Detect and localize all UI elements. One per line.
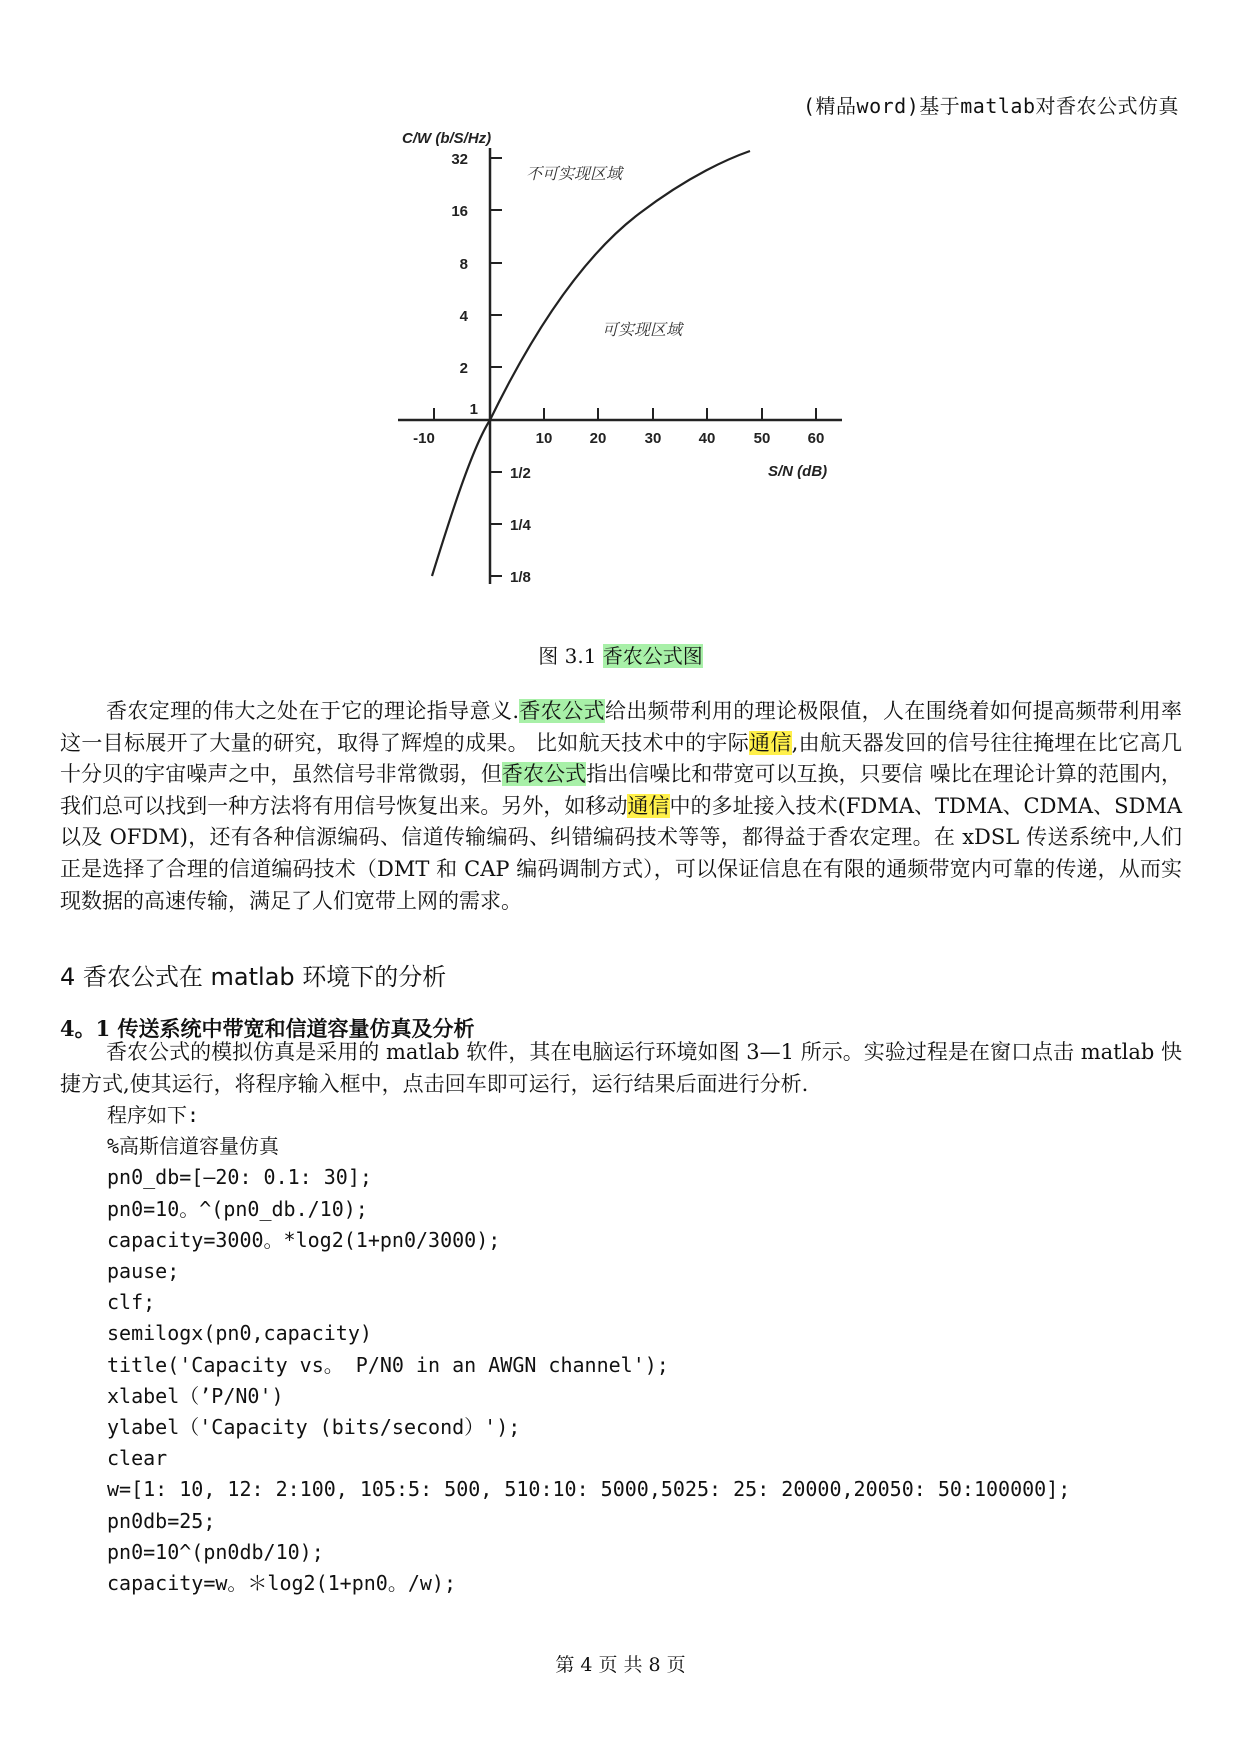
y-tick-16: 16 [451, 203, 468, 220]
capacity-curve [432, 151, 750, 576]
para1-highlight-4: 通信 [627, 793, 670, 818]
region-achievable: 可实现区域 [602, 320, 683, 339]
para1-text-3: ,由航天器发回的信号往往掩埋在比它高几十分贝的宇宙噪声之中，虽然信号非常微弱，但 [60, 730, 1182, 787]
para1-text-2: 给出频带利用的理论极限值，人在围绕着如何提高频带利用率这一目标展开了大量的研究，取得了辉煌的成果。 比如航天技术中的宇际 [60, 699, 1182, 755]
y-tick-4: 4 [459, 308, 468, 325]
x-tick-10: 10 [535, 430, 553, 447]
y-tick-32: 32 [451, 151, 468, 168]
code-line: w=[1: 10, 12: 2:100, 105:5: 500, 510:10: 5000,5025: 25: 20000,20050: 50:100000]; [107, 1477, 1071, 1502]
x-tick-60: 60 [807, 430, 825, 447]
body-paragraph-1 [60, 696, 1182, 917]
region-unachievable: 不可实现区域 [526, 164, 623, 183]
code-line: 程序如下: [107, 1103, 200, 1127]
page-header: (精品word)基于matlab对香农公式仿真 [803, 94, 1179, 118]
x-axis-label: S/N (dB) [768, 463, 828, 480]
y-tick-2: 2 [459, 360, 468, 377]
code-block [107, 1100, 1070, 1599]
code-line: pause; [107, 1259, 180, 1284]
x-tick-40: 40 [698, 430, 716, 447]
para1-highlight-2: 通信 [749, 730, 792, 755]
para1-text-4: 指出信噪比和带宽可以互换，只要信 噪比在理论计算的范围内，我们总可以找到一种方法将有用信号恢复出来。另外，如移动 [60, 762, 1183, 818]
code-line: semilogx(pn0,capacity) [107, 1321, 372, 1346]
code-line: %高斯信道容量仿真 [107, 1134, 280, 1159]
shannon-figure [380, 118, 860, 598]
code-line: pn0=10^(pn0db/10); [107, 1539, 324, 1564]
x-tick-20: 20 [589, 430, 607, 447]
code-line: capacity=3000。*log2(1+pn0/3000); [107, 1227, 501, 1252]
code-line: ylabel（'Capacity (bits/second）'); [107, 1415, 521, 1440]
y-tick-1-8: 1/8 [510, 569, 531, 586]
code-line: pn0_db=[—20: 0.1: 30]; [107, 1165, 372, 1190]
caption-prefix: 图 3.1 [538, 644, 603, 668]
caption-highlight: 香农公式图 [602, 644, 703, 668]
para1-text-5: 中的多址接入技术(FDMA、TDMA、CDMA、SDMA 以及 OFDM)，还有各种信源编码、信道传输编码、纠错编码技术等等，都得益于香农定理。在 xDSL 传送系统中,人们正是选择了合理的信道编码技术（DMT 和 CAP 编码调制方式），可以保证信息在有限的通频带宽内可靠的传递，从而实现数据的高速传输，满足了人们宽带上网的需求。 [60, 793, 1183, 913]
para1-highlight-3: 香农公式 [501, 762, 587, 787]
shannon-chart-svg [380, 118, 860, 598]
body-paragraph-2: 香农公式的模拟仿真是采用的 matlab 软件，其在电脑运行环境如图 3—1 所示。实验过程是在窗口点击 matlab 快捷方式,使其运行，将程序输入框中，点击回车即可运行，运行结果后面进行分析. [60, 1040, 1182, 1096]
y-tick-8: 8 [459, 256, 468, 273]
code-line: pn0db=25; [107, 1508, 216, 1533]
y-tick-1-4: 1/4 [510, 517, 531, 534]
code-line: pn0=10。^(pn0_db./10); [107, 1196, 368, 1221]
x-tick-minus10: -10 [413, 430, 435, 447]
para1-highlight-1: 香农公式 [519, 699, 605, 723]
code-line: clear [107, 1446, 168, 1471]
section-heading-4-1: 4。1 传送系统中带宽和信道容量仿真及分析 [60, 1016, 475, 1041]
code-line: clf; [107, 1290, 156, 1315]
code-line: xlabel（’P/N0') [107, 1383, 284, 1408]
y-tick-1: 1 [469, 401, 478, 418]
x-tick-30: 30 [644, 430, 662, 447]
y-tick-1-2: 1/2 [510, 465, 531, 482]
y-axis-label: C/W (b/S/Hz) [402, 130, 492, 147]
page-footer: 第 4 页 共 8 页 [555, 1654, 686, 1676]
x-tick-50: 50 [753, 430, 771, 447]
figure-caption [0, 640, 1241, 669]
code-line: capacity=w。＊log2(1+pn0。/w); [107, 1571, 456, 1596]
section-heading-4: 4 香农公式在 matlab 环境下的分析 [60, 963, 447, 991]
para1-text-1: 香农定理的伟大之处在于它的理论指导意义. [106, 699, 520, 723]
code-line: title('Capacity vs。 P/N0 in an AWGN channel'); [107, 1352, 669, 1377]
